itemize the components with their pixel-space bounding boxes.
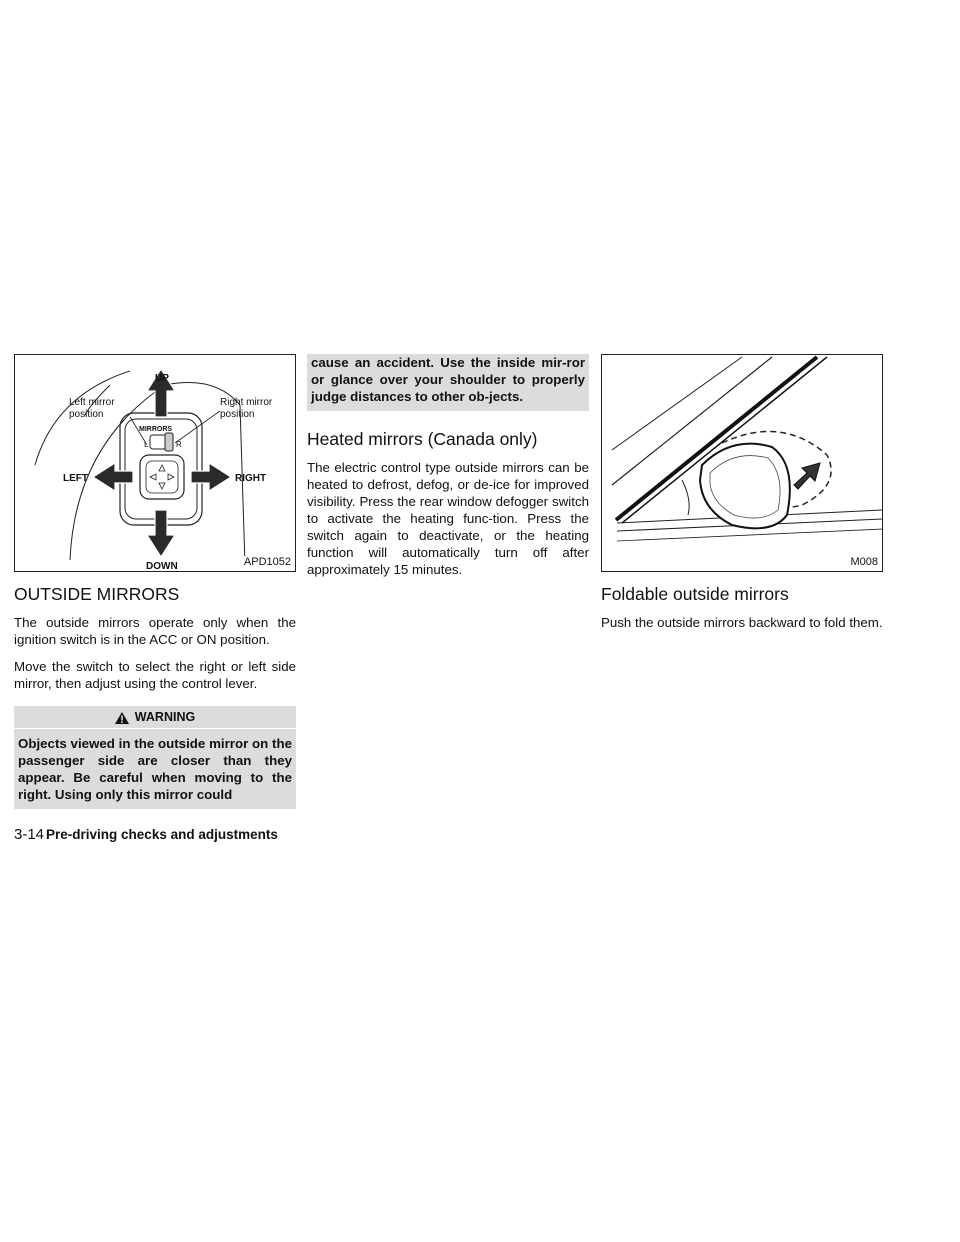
page-footer (14, 826, 278, 843)
mirror-switch-illustration (15, 355, 296, 572)
warning-label: WARNING (134, 710, 196, 724)
figure-code: M008 (850, 556, 878, 568)
mirror-switch-figure (14, 354, 296, 572)
page-number: 3-14 (14, 826, 45, 843)
right-mirror-position-label: position (220, 409, 255, 420)
warning-text-part-1: Objects viewed in the outside mirror on the passenger side are closer than they appear. Be careful when moving to the right. Using only this mirror could (18, 736, 292, 802)
right-mirror-label: Right mirror (220, 397, 273, 408)
left-mirror-label: Left mirror (69, 397, 115, 408)
outside-mirrors-paragraph-2: Move the switch to select the right or left side mirror, then adjust using the control lever. (14, 659, 296, 691)
section-title: Pre-driving checks and adjustments (46, 827, 278, 842)
down-label: DOWN (146, 561, 178, 572)
warning-header (14, 706, 296, 729)
outside-mirrors-paragraph-1: The outside mirrors operate only when the ignition switch is in the ACC or ON position. (14, 615, 296, 647)
right-label: RIGHT (235, 473, 267, 484)
r-label: R (176, 440, 182, 449)
outside-mirrors-heading: OUTSIDE MIRRORS (14, 584, 180, 604)
warning-continued: cause an accident. Use the inside mir-ror or glance over your shoulder to properly judge distances to other ob-jects. (307, 354, 589, 411)
foldable-mirrors-paragraph: Push the outside mirrors backward to fold them. (601, 615, 883, 630)
heated-mirrors-heading: Heated mirrors (Canada only) (307, 429, 538, 449)
column-1 (14, 354, 296, 809)
up-label: UP (155, 373, 169, 384)
left-mirror-position-label: position (69, 409, 104, 420)
heated-mirrors-paragraph: The electric control type outside mirrors can be heated to defrost, defog, or de-ice for improved visibility. Press the rear window defogger switch to activate the heating func-tion. Press the switch again to deactivate, or the heating function will automatically turn off after approximately 15 minutes. (307, 460, 589, 577)
foldable-mirror-figure (601, 354, 883, 572)
warning-box (14, 706, 296, 809)
column-2 (307, 354, 589, 588)
foldable-mirror-illustration (602, 355, 883, 572)
mirrors-label: MIRRORS (139, 426, 173, 433)
l-label: L (144, 440, 149, 449)
warning-icon (115, 712, 129, 724)
foldable-mirrors-heading: Foldable outside mirrors (601, 584, 789, 604)
figure-code: APD1052 (243, 556, 291, 568)
left-label: LEFT (63, 473, 88, 484)
column-3 (601, 354, 883, 641)
